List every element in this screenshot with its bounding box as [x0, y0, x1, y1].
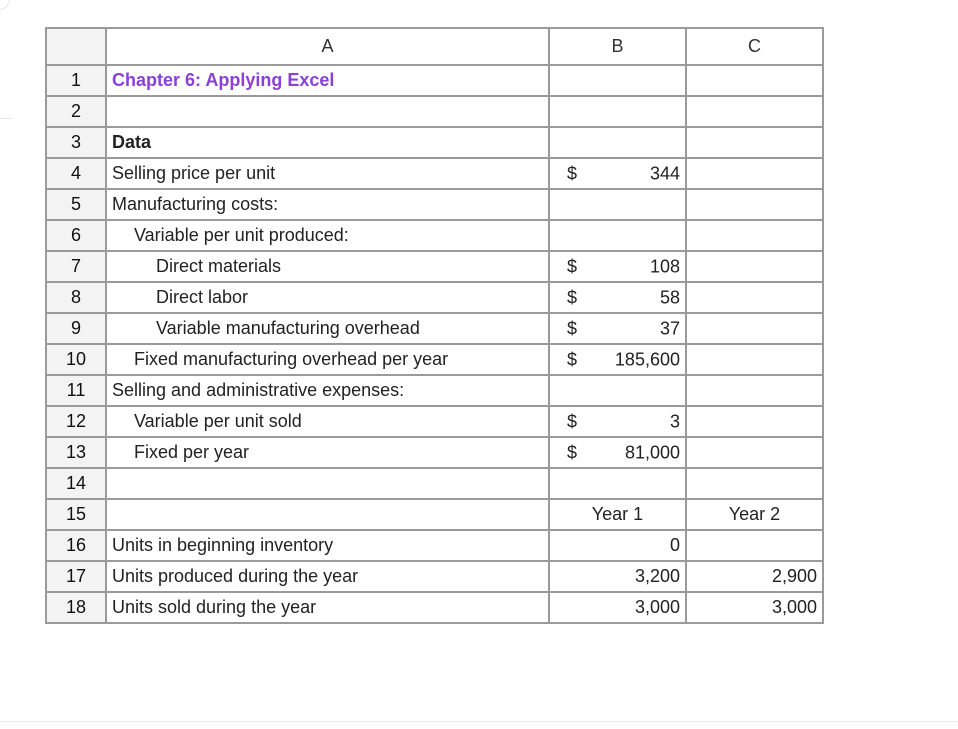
- table-row: [46, 499, 823, 530]
- cell-b15[interactable]: Year 1: [549, 499, 686, 530]
- currency-symbol: $: [567, 163, 578, 183]
- table-row: [46, 344, 823, 375]
- cell-c3[interactable]: [686, 127, 823, 158]
- cell-c1[interactable]: [686, 65, 823, 96]
- cell-b6[interactable]: [549, 220, 686, 251]
- table-row: [46, 251, 823, 282]
- table-row: [46, 406, 823, 437]
- cell-c5[interactable]: [686, 189, 823, 220]
- currency-symbol: $: [567, 318, 578, 338]
- cell-b4[interactable]: [549, 158, 686, 189]
- table-row: [46, 220, 823, 251]
- spreadsheet-grid: [45, 27, 824, 624]
- currency-symbol: $: [567, 442, 578, 462]
- row-header[interactable]: 7: [46, 251, 106, 282]
- cell-c15[interactable]: Year 2: [686, 499, 823, 530]
- table-row: [46, 313, 823, 344]
- cell-a17[interactable]: Units produced during the year: [106, 561, 549, 592]
- cell-a7[interactable]: Direct materials: [106, 251, 549, 282]
- row-header[interactable]: 1: [46, 65, 106, 96]
- row-header[interactable]: 10: [46, 344, 106, 375]
- cell-c9[interactable]: [686, 313, 823, 344]
- row-header[interactable]: 8: [46, 282, 106, 313]
- row-header[interactable]: 16: [46, 530, 106, 561]
- cell-c11[interactable]: [686, 375, 823, 406]
- cell-c6[interactable]: [686, 220, 823, 251]
- currency-symbol: $: [567, 349, 578, 369]
- cell-a13[interactable]: Fixed per year: [106, 437, 549, 468]
- cell-b17[interactable]: 3,200: [549, 561, 686, 592]
- cell-a5[interactable]: Manufacturing costs:: [106, 189, 549, 220]
- row-header[interactable]: 12: [46, 406, 106, 437]
- cell-a16[interactable]: Units in beginning inventory: [106, 530, 549, 561]
- select-all-corner[interactable]: [46, 28, 106, 65]
- cell-c13[interactable]: [686, 437, 823, 468]
- row-header[interactable]: 9: [46, 313, 106, 344]
- table-row: [46, 96, 823, 127]
- cell-b9[interactable]: [549, 313, 686, 344]
- cell-a1[interactable]: Chapter 6: Applying Excel: [106, 65, 549, 96]
- row-header[interactable]: 13: [46, 437, 106, 468]
- cell-b14[interactable]: [549, 468, 686, 499]
- column-header-c[interactable]: C: [686, 28, 823, 65]
- cell-b16[interactable]: 0: [549, 530, 686, 561]
- row-header[interactable]: 11: [46, 375, 106, 406]
- cell-b5[interactable]: [549, 189, 686, 220]
- cell-a10[interactable]: Fixed manufacturing overhead per year: [106, 344, 549, 375]
- cell-c8[interactable]: [686, 282, 823, 313]
- row-header[interactable]: 2: [46, 96, 106, 127]
- cell-c4[interactable]: [686, 158, 823, 189]
- cell-b13[interactable]: [549, 437, 686, 468]
- decorative-tick: [0, 118, 12, 119]
- column-header-row: [46, 28, 823, 65]
- table-row: [46, 282, 823, 313]
- cell-b18[interactable]: 3,000: [549, 592, 686, 623]
- cell-value: 58: [659, 287, 680, 307]
- cell-b1[interactable]: [549, 65, 686, 96]
- column-header-a[interactable]: A: [106, 28, 549, 65]
- cell-a15[interactable]: [106, 499, 549, 530]
- row-header[interactable]: 15: [46, 499, 106, 530]
- row-header[interactable]: 5: [46, 189, 106, 220]
- cell-a6[interactable]: Variable per unit produced:: [106, 220, 549, 251]
- cell-b12[interactable]: [549, 406, 686, 437]
- cell-c2[interactable]: [686, 96, 823, 127]
- cell-a3[interactable]: Data: [106, 127, 549, 158]
- table-row: [46, 592, 823, 623]
- table-row: [46, 127, 823, 158]
- bottom-divider: [0, 721, 958, 722]
- currency-symbol: $: [567, 411, 578, 431]
- cell-value: 344: [649, 163, 680, 183]
- currency-symbol: $: [567, 256, 578, 276]
- cell-c14[interactable]: [686, 468, 823, 499]
- cell-b2[interactable]: [549, 96, 686, 127]
- cell-c18[interactable]: 3,000: [686, 592, 823, 623]
- row-header[interactable]: 18: [46, 592, 106, 623]
- cell-c12[interactable]: [686, 406, 823, 437]
- table-row: [46, 375, 823, 406]
- cell-a2[interactable]: [106, 96, 549, 127]
- cell-c16[interactable]: [686, 530, 823, 561]
- currency-symbol: $: [567, 287, 578, 307]
- row-header[interactable]: 4: [46, 158, 106, 189]
- cell-b3[interactable]: [549, 127, 686, 158]
- row-header[interactable]: 17: [46, 561, 106, 592]
- cell-b11[interactable]: [549, 375, 686, 406]
- row-header[interactable]: 6: [46, 220, 106, 251]
- cell-value: 37: [659, 318, 680, 338]
- row-header[interactable]: 3: [46, 127, 106, 158]
- cell-value: 81,000: [624, 442, 680, 462]
- table-row: [46, 65, 823, 96]
- cell-a8[interactable]: Direct labor: [106, 282, 549, 313]
- cell-a4[interactable]: Selling price per unit: [106, 158, 549, 189]
- cell-b10[interactable]: [549, 344, 686, 375]
- cell-a11[interactable]: Selling and administrative expenses:: [106, 375, 549, 406]
- cell-b7[interactable]: [549, 251, 686, 282]
- cell-c7[interactable]: [686, 251, 823, 282]
- cell-a9[interactable]: Variable manufacturing overhead: [106, 313, 549, 344]
- cell-b8[interactable]: [549, 282, 686, 313]
- cell-value: 108: [649, 256, 680, 276]
- cell-a18[interactable]: Units sold during the year: [106, 592, 549, 623]
- table-row: [46, 530, 823, 561]
- cell-c10[interactable]: [686, 344, 823, 375]
- table-row: [46, 189, 823, 220]
- cell-value: 185,600: [614, 349, 680, 369]
- cell-a14[interactable]: [106, 468, 549, 499]
- column-header-b[interactable]: B: [549, 28, 686, 65]
- table-row: [46, 561, 823, 592]
- table-row: [46, 468, 823, 499]
- cell-a12[interactable]: Variable per unit sold: [106, 406, 549, 437]
- decorative-circle: [0, 0, 10, 10]
- row-header[interactable]: 14: [46, 468, 106, 499]
- table-row: [46, 158, 823, 189]
- table-row: [46, 437, 823, 468]
- cell-c17[interactable]: 2,900: [686, 561, 823, 592]
- cell-value: 3: [669, 411, 680, 431]
